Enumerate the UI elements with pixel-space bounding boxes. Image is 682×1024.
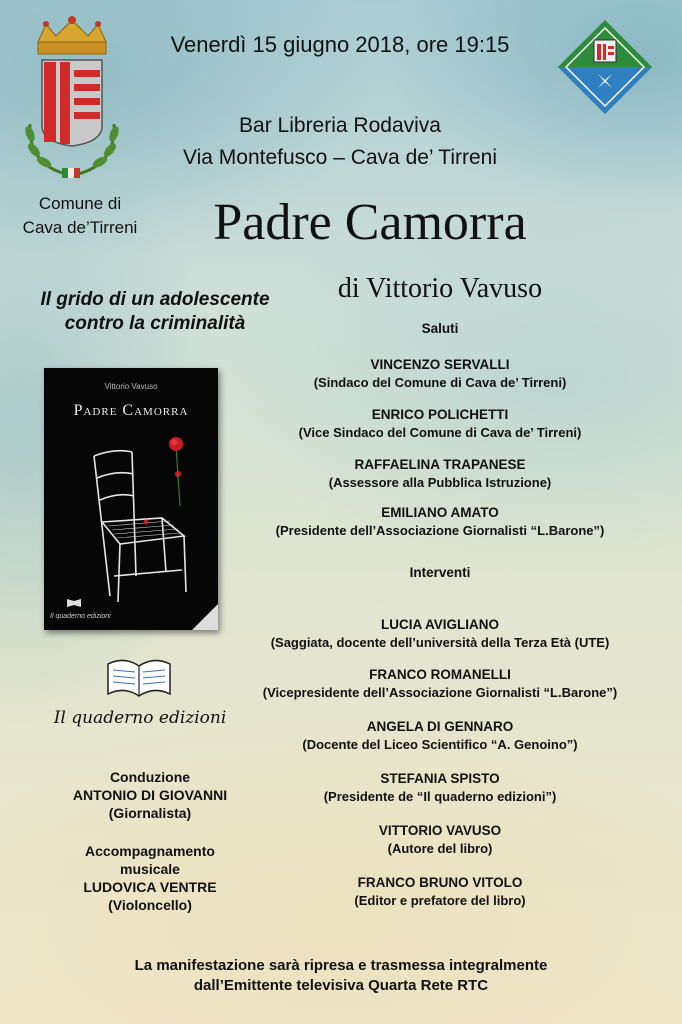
association-emblem-icon [556,18,654,116]
speaker-name: FRANCO ROMANELLI [369,667,511,682]
interventi-item [210,718,670,754]
speaker-role: (Assessore alla Pubblica Istruzione) [328,475,552,490]
conduzione-role: (Giornalista) [108,805,192,821]
speaker-name: EMILIANO AMATO [381,505,499,520]
speaker-role: (Docente del Liceo Scientifico “A. Genoino”) [302,737,578,752]
comune-label [10,192,150,240]
venue-name: Bar Libreria Rodaviva [239,114,441,137]
comune-line2: Cava de’Tirreni [22,218,138,237]
book-cover-author: Vittorio Vavuso [104,382,158,391]
interventi-item [210,822,670,858]
speaker-name: RAFFAELINA TRAPANESE [354,457,526,472]
saluti-item [210,356,670,392]
event-date: Venerdì 15 giugno 2018, ore 19:15 [170,32,510,57]
interventi-item [210,874,670,910]
comune-coat-of-arms-icon [16,14,128,184]
speaker-role: (Vicepresidente dell’Associazione Giornalisti “L.Barone”) [262,685,618,700]
interventi-item [210,666,670,702]
tagline-line2: contro la criminalità [64,313,246,334]
speaker-name: VITTORIO VAVUSO [378,823,502,838]
footer-line1: La manifestazione sarà ripresa e trasmessa integralmente [134,957,548,974]
footer-note [20,956,662,996]
venue-address: Via Montefusco – Cava de’ Tirreni [183,146,497,169]
speaker-name: ANGELA DI GENNARO [366,719,514,734]
speaker-role: (Sindaco del Comune di Cava de’ Tirreni) [313,375,567,390]
speaker-role: (Editor e prefatore del libro) [354,893,526,908]
book-cover-title: Padre Camorra [73,402,189,419]
chair-and-rose-icon [74,426,204,606]
accompagnamento-label-line2: musicale [120,861,180,877]
conduzione-name: ANTONIO DI GIOVANNI [72,787,228,803]
accompagnamento-name: LUDOVICA VENTRE [83,879,217,895]
interventi-label: Interventi [409,565,471,580]
book-author: di Vittorio Vavuso [337,273,543,304]
conduzione-label: Conduzione [109,769,191,785]
comune-line1: Comune di [38,194,122,213]
speaker-name: LUCIA AVIGLIANO [381,617,499,632]
accompagnamento-block [40,842,260,914]
page-title: Padre Camorra [213,194,527,251]
speaker-role: (Saggiata, docente dell’università della Terza Età (UTE) [270,635,610,650]
book-cover [44,368,218,630]
interventi-item [210,616,670,652]
speaker-role: (Presidente dell’Associazione Giornalisti “L.Barone”) [275,523,605,538]
publisher-logo-text: Il quaderno edizioni [53,708,227,728]
speaker-role: (Autore del libro) [387,841,493,856]
book-cover-publisher: Il quaderno edizioni [50,613,111,620]
accompagnamento-label-line1: Accompagnamento [85,843,215,859]
speaker-name: ENRICO POLICHETTI [371,407,509,422]
speaker-name: VINCENZO SERVALLI [370,357,510,372]
tagline-line1: Il grido di un adolescente [40,289,270,310]
book-cover-logo-icon [66,596,82,608]
speaker-role: (Presidente de “Il quaderno edizioni”) [323,789,557,804]
saluti-item [210,504,670,540]
speaker-name: STEFANIA SPISTO [380,771,500,786]
interventi-item [210,770,670,806]
accompagnamento-role: (Violoncello) [108,897,192,913]
speaker-name: FRANCO BRUNO VITOLO [357,875,523,890]
saluti-label: Saluti [421,321,459,336]
footer-line2: dall’Emittente televisiva Quarta Rete RTC [193,977,489,994]
saluti-item [210,406,670,442]
open-book-icon [104,654,174,702]
saluti-item [210,456,670,492]
speaker-role: (Vice Sindaco del Comune di Cava de’ Tirreni) [298,425,582,440]
conduzione-block [40,768,260,822]
